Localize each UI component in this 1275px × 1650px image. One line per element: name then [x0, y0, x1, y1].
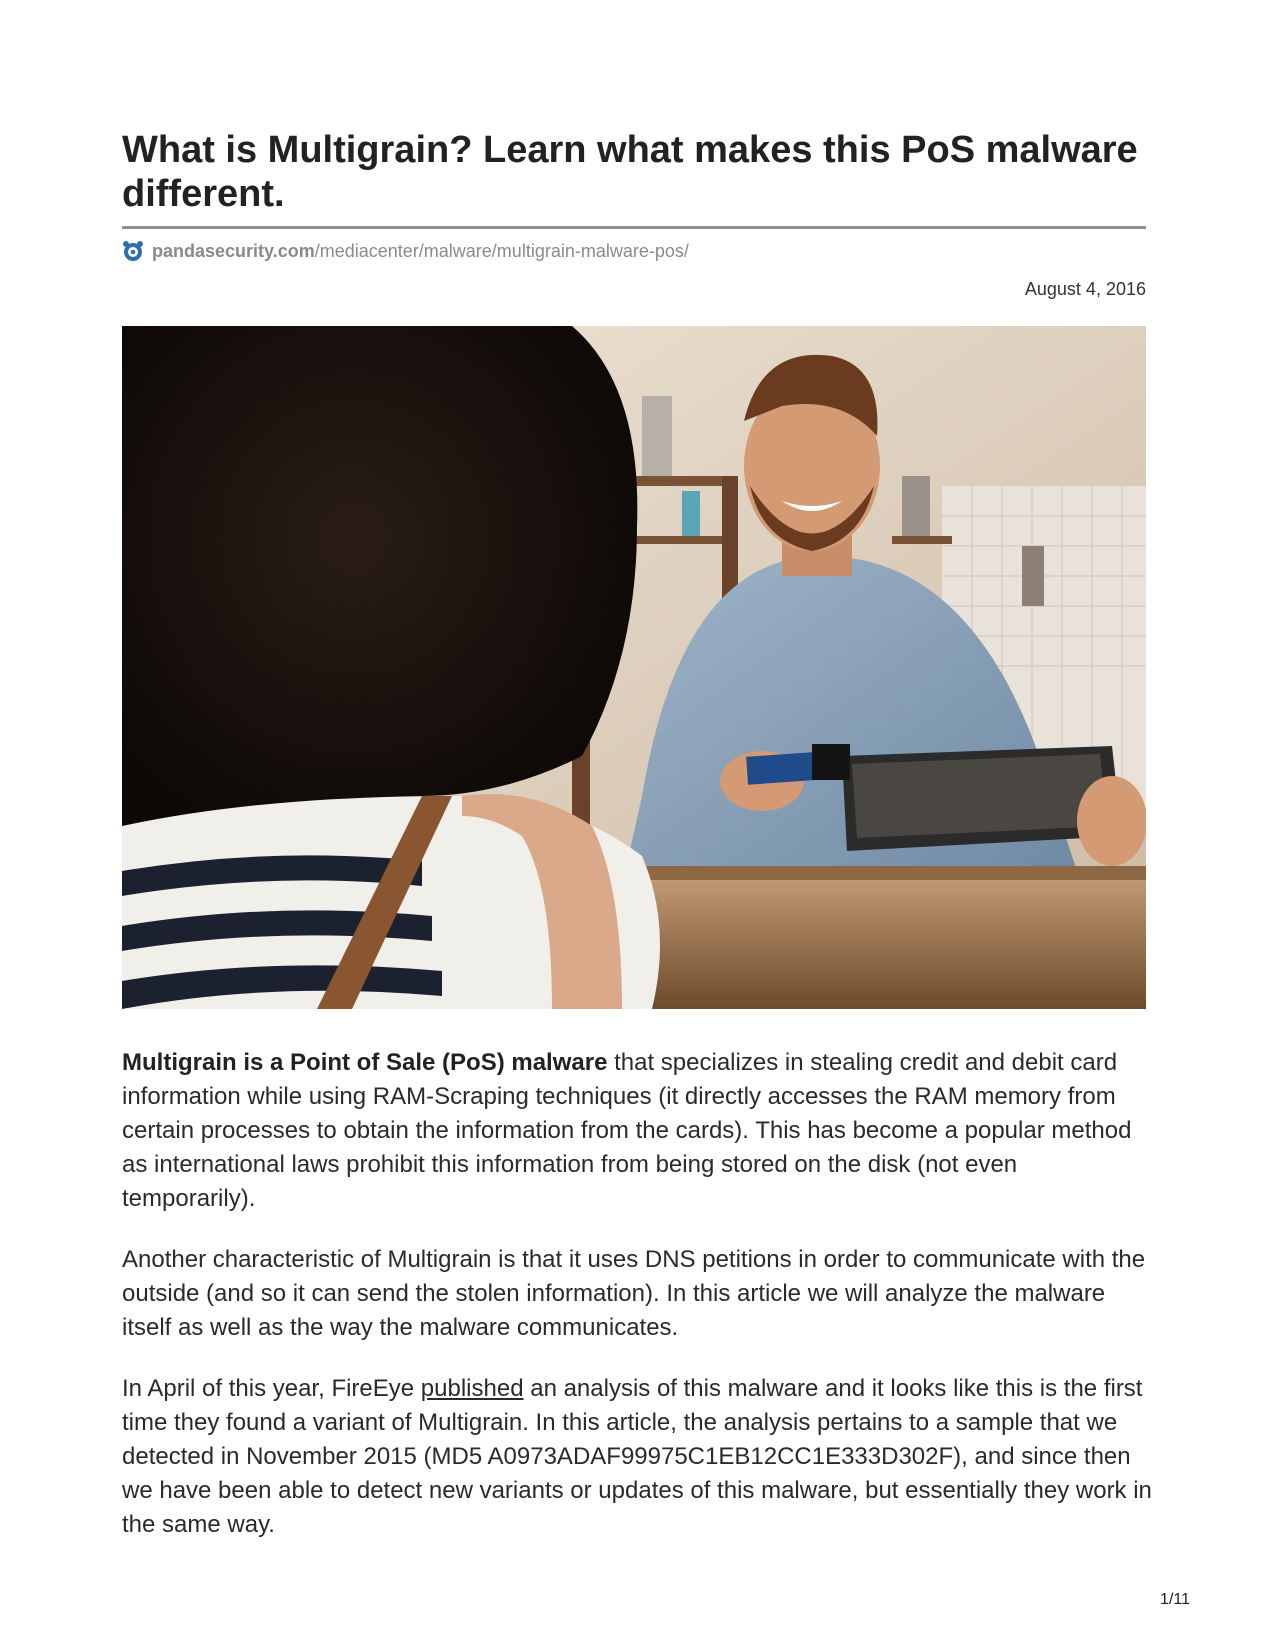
- intro-bold-text: Multigrain is a Point of Sale (PoS) malware: [122, 1049, 608, 1076]
- page-number: 1/11: [1160, 1591, 1190, 1608]
- paragraph-dns: Another characteristic of Multigrain is that it uses DNS petitions in order to communicate with the outside (and so it can send the stolen information). In this article we will analyze the malware itself as well as the way the malware communicates.: [122, 1246, 1146, 1341]
- hero-image: [122, 326, 1146, 1009]
- published-link[interactable]: published: [420, 1375, 524, 1402]
- source-domain[interactable]: pandasecurity.com: [152, 240, 315, 261]
- paragraph-fireeye: [122, 1372, 1152, 1542]
- panda-logo-icon: [122, 240, 144, 262]
- source-path[interactable]: /mediacenter/malware/multigrain-malware-pos/: [314, 240, 689, 261]
- fireeye-text-before: In April of this year, FireEye: [122, 1375, 421, 1402]
- source-url[interactable]: [122, 240, 689, 262]
- title-divider: [122, 226, 1146, 229]
- publish-date: August 4, 2016: [1024, 279, 1146, 299]
- photo-cashier-card-payment-icon: [122, 326, 1146, 1009]
- paragraph-intro: [122, 1046, 1152, 1216]
- intro-text: that specializes in stealing credit and debit card information while using RAM-Scraping techniques (it directly accesses the RAM memory from certain processes to obtain the information from the cards). This has become a popular method as international laws prohibit this information from being stored on the disk (not even temporarily).: [122, 1049, 1132, 1212]
- article-title: What is Multigrain? Learn what makes this PoS malware different.: [122, 129, 1138, 215]
- fireeye-text-after: an analysis of this malware and it looks like this is the first time they found a variant of Multigrain. In this article, the analysis pertains to a sample that we detected in November 2015 (MD5 A0973ADAF99975C1EB12CC1E333D302F), and since then we have been able to detect new variants or updates of this malware, but essentially they work in the same way.: [122, 1375, 1152, 1538]
